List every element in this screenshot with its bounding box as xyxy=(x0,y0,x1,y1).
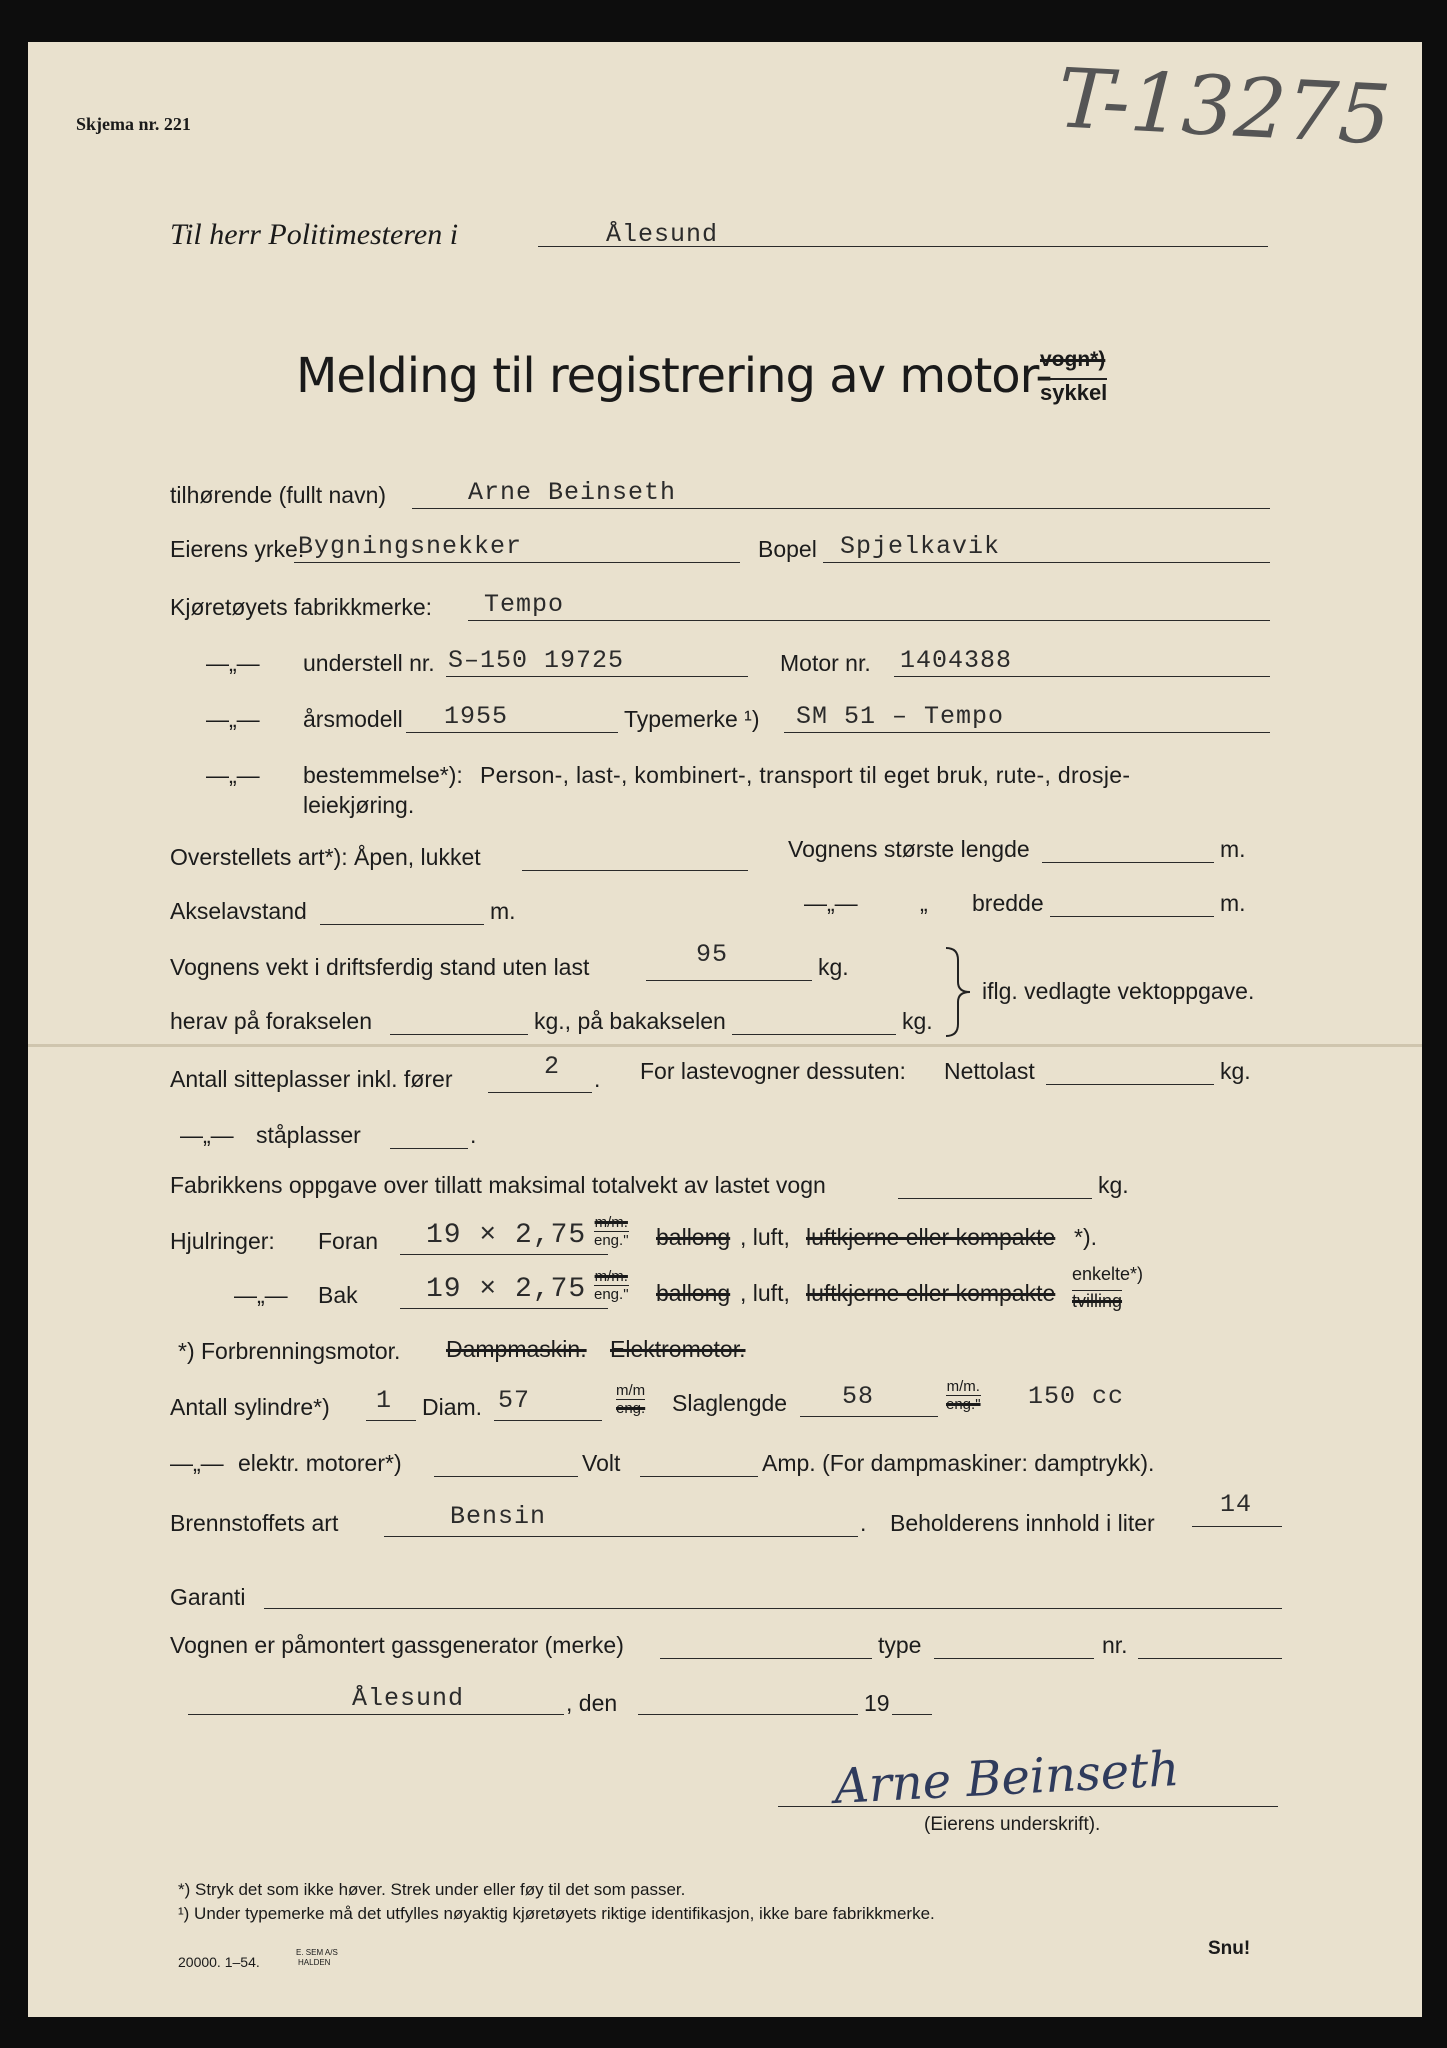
fuel: Bensin xyxy=(450,1502,547,1531)
standing-dot: . xyxy=(470,1122,477,1148)
tyres-rear-unit: m/m. eng." xyxy=(594,1268,629,1303)
signature-caption: (Eierens underskrift). xyxy=(924,1814,1101,1835)
fuel-label: Brennstoffets art xyxy=(170,1510,339,1536)
model-year-ditto: —„— xyxy=(206,706,260,732)
skjema-number: Skjema nr. 221 xyxy=(76,114,191,134)
tyres-front-ballong: ballong xyxy=(656,1224,731,1250)
gasgen-nr-label: nr. xyxy=(1102,1632,1128,1658)
fuel-dot: . xyxy=(860,1510,867,1536)
tyres-front-luft: , luft, xyxy=(740,1224,790,1250)
seats-label: Antall sitteplasser inkl. fører xyxy=(170,1066,453,1092)
net-load-unit: kg. xyxy=(1220,1058,1251,1084)
form-title: Melding til registrering av motor- xyxy=(296,348,1052,404)
form-paper xyxy=(28,42,1422,2017)
width-ditto: —„— xyxy=(804,890,858,916)
tyres-rear-rest: luftkjerne eller kompakte xyxy=(806,1280,1056,1306)
length-label: Vognens største lengde xyxy=(788,836,1030,862)
max-weight-label: Fabrikkens oppgave over tillatt maksimal totalvekt av lastet vogn xyxy=(170,1172,826,1198)
tyres-rear-label: Bak xyxy=(318,1282,358,1308)
rear-axle-label: kg., på bakakselen xyxy=(534,1008,726,1034)
stroke-unit: m/m. eng." xyxy=(946,1378,981,1413)
motor-label: Motor nr. xyxy=(780,650,871,676)
owner-name: Arne Beinseth xyxy=(468,478,677,507)
warranty-label: Garanti xyxy=(170,1584,246,1610)
diam: 57 xyxy=(498,1386,531,1415)
width-ditto-quote: „ xyxy=(920,890,928,916)
tyres-rear-enkelte: enkelte*) xyxy=(1072,1264,1144,1284)
standing-label: ståplasser xyxy=(256,1122,361,1148)
weight-note: iflg. vedlagte vektoppgave. xyxy=(982,978,1255,1004)
rear-axle-unit: kg. xyxy=(902,1008,933,1034)
motor-number: 1404388 xyxy=(900,646,1013,675)
diam-unit: m/m eng. xyxy=(616,1382,646,1417)
date-label: , den xyxy=(566,1690,618,1716)
weight-label: Vognens vekt i driftsferdig stand uten last xyxy=(170,954,590,980)
tyres-rear-tvilling: tvilling xyxy=(1072,1291,1123,1311)
displacement: 150 cc xyxy=(1028,1382,1125,1411)
seats-dot: . xyxy=(594,1066,601,1092)
gasgen-label: Vognen er påmontert gassgenerator (merke) xyxy=(170,1632,624,1658)
printer-name: E. SEM A/S xyxy=(296,1948,338,1957)
title-option-vogn: vogn*) xyxy=(1040,348,1106,371)
chassis-number: S–150 19725 xyxy=(448,646,625,675)
gasgen-type-label: type xyxy=(878,1632,922,1658)
model-year-label: årsmodell xyxy=(303,706,403,732)
stroke-label: Slaglengde xyxy=(672,1390,788,1416)
cargo-label: For lastevogner dessuten: xyxy=(640,1058,906,1084)
width-label: bredde xyxy=(972,890,1044,916)
engine-type-label: *) Forbrenningsmotor. xyxy=(178,1338,401,1364)
footnote-2: ¹) Under typemerke må det utfylles nøyaktig kjøretøyets riktige identifikasjon, ikke bare fabrikkmerke. xyxy=(178,1904,935,1923)
tyres-front-rest: luftkjerne eller kompakte xyxy=(806,1224,1056,1250)
tyres-rear-ditto: —„— xyxy=(234,1282,288,1308)
net-load-label: Nettolast xyxy=(944,1058,1035,1084)
tyres-rear-luft: , luft, xyxy=(740,1280,790,1306)
purpose-options: Person-, last-, kombinert-, transport til eget bruk, rute-, drosje- xyxy=(480,762,1131,788)
chassis-label: understell nr. xyxy=(303,650,435,676)
title-option-sykkel: sykkel xyxy=(1040,380,1108,405)
max-weight-unit: kg. xyxy=(1098,1172,1129,1198)
standing-ditto: —„— xyxy=(180,1122,234,1148)
engine-electric: Elektromotor. xyxy=(610,1336,746,1362)
purpose-label: bestemmelse*): xyxy=(303,762,463,788)
typemark: SM 51 – Tempo xyxy=(796,702,1005,731)
make: Tempo xyxy=(484,590,565,619)
tyres-label: Hjulringer: xyxy=(170,1228,275,1254)
addressee-label: Til herr Politimesteren i xyxy=(170,218,459,251)
place: Ålesund xyxy=(352,1684,465,1713)
model-year: 1955 xyxy=(444,702,509,731)
purpose-options-cont: leiekjøring. xyxy=(303,792,415,818)
engine-steam: Dampmaskin. xyxy=(446,1336,587,1362)
residence: Spjelkavik xyxy=(840,532,1001,561)
make-label: Kjøretøyets fabrikkmerke: xyxy=(170,594,432,620)
archive-reference: T-13275 xyxy=(1055,51,1393,164)
weight: 95 xyxy=(696,940,729,969)
owner-name-label: tilhørende (fullt navn) xyxy=(170,482,387,508)
electric-motors-ditto: —„— xyxy=(170,1450,224,1476)
width-unit: m. xyxy=(1220,890,1246,916)
diam-label: Diam. xyxy=(422,1394,483,1420)
weight-unit: kg. xyxy=(818,954,849,980)
body-type-label: Overstellets art*): Åpen, lukket xyxy=(170,844,481,870)
tyres-front-end: *). xyxy=(1074,1224,1097,1250)
occupation-label: Eierens yrke: xyxy=(170,536,305,562)
weight-brace xyxy=(940,946,976,1038)
tank-label: Beholderens innhold i liter xyxy=(890,1510,1155,1536)
print-info: 20000. 1–54. xyxy=(178,1954,260,1970)
tyres-rear: 19 × 2,75 xyxy=(426,1274,587,1305)
year-label: 19 xyxy=(864,1690,890,1716)
typemark-label: Typemerke ¹) xyxy=(624,706,760,732)
turn-over: Snu! xyxy=(1208,1938,1251,1959)
chassis-ditto: —„— xyxy=(206,650,260,676)
cylinders-label: Antall sylindre*) xyxy=(170,1394,330,1420)
length-unit: m. xyxy=(1220,836,1246,862)
tyres-front-unit: m/m. eng." xyxy=(594,1214,629,1249)
front-axle-label: herav på forakselen xyxy=(170,1008,373,1034)
amp-label: Amp. (For dampmaskiner: damptrykk). xyxy=(762,1450,1155,1476)
purpose-ditto: —„— xyxy=(206,762,260,788)
tyres-front: 19 × 2,75 xyxy=(426,1220,587,1251)
tyres-front-label: Foran xyxy=(318,1228,379,1254)
occupation: Bygningsnekker xyxy=(298,532,523,561)
volt-label: Volt xyxy=(582,1450,621,1476)
printer-city: HALDEN xyxy=(298,1958,331,1967)
footnote-1: *) Stryk det som ikke høver. Strek under eller føy til det som passer. xyxy=(178,1880,686,1899)
tyres-rear-ballong: ballong xyxy=(656,1280,731,1306)
paper-fold xyxy=(28,1044,1422,1047)
seats: 2 xyxy=(544,1052,561,1081)
owner-signature: Arne Beinseth xyxy=(832,1741,1181,1815)
wheelbase-label: Akselavstand xyxy=(170,898,307,924)
wheelbase-unit: m. xyxy=(490,898,516,924)
electric-motors-label: elektr. motorer*) xyxy=(238,1450,402,1476)
cylinders: 1 xyxy=(376,1386,393,1415)
tank: 14 xyxy=(1220,1490,1253,1519)
stroke: 58 xyxy=(842,1382,875,1411)
residence-label: Bopel xyxy=(758,536,817,562)
addressee-city: Ålesund xyxy=(606,220,719,249)
